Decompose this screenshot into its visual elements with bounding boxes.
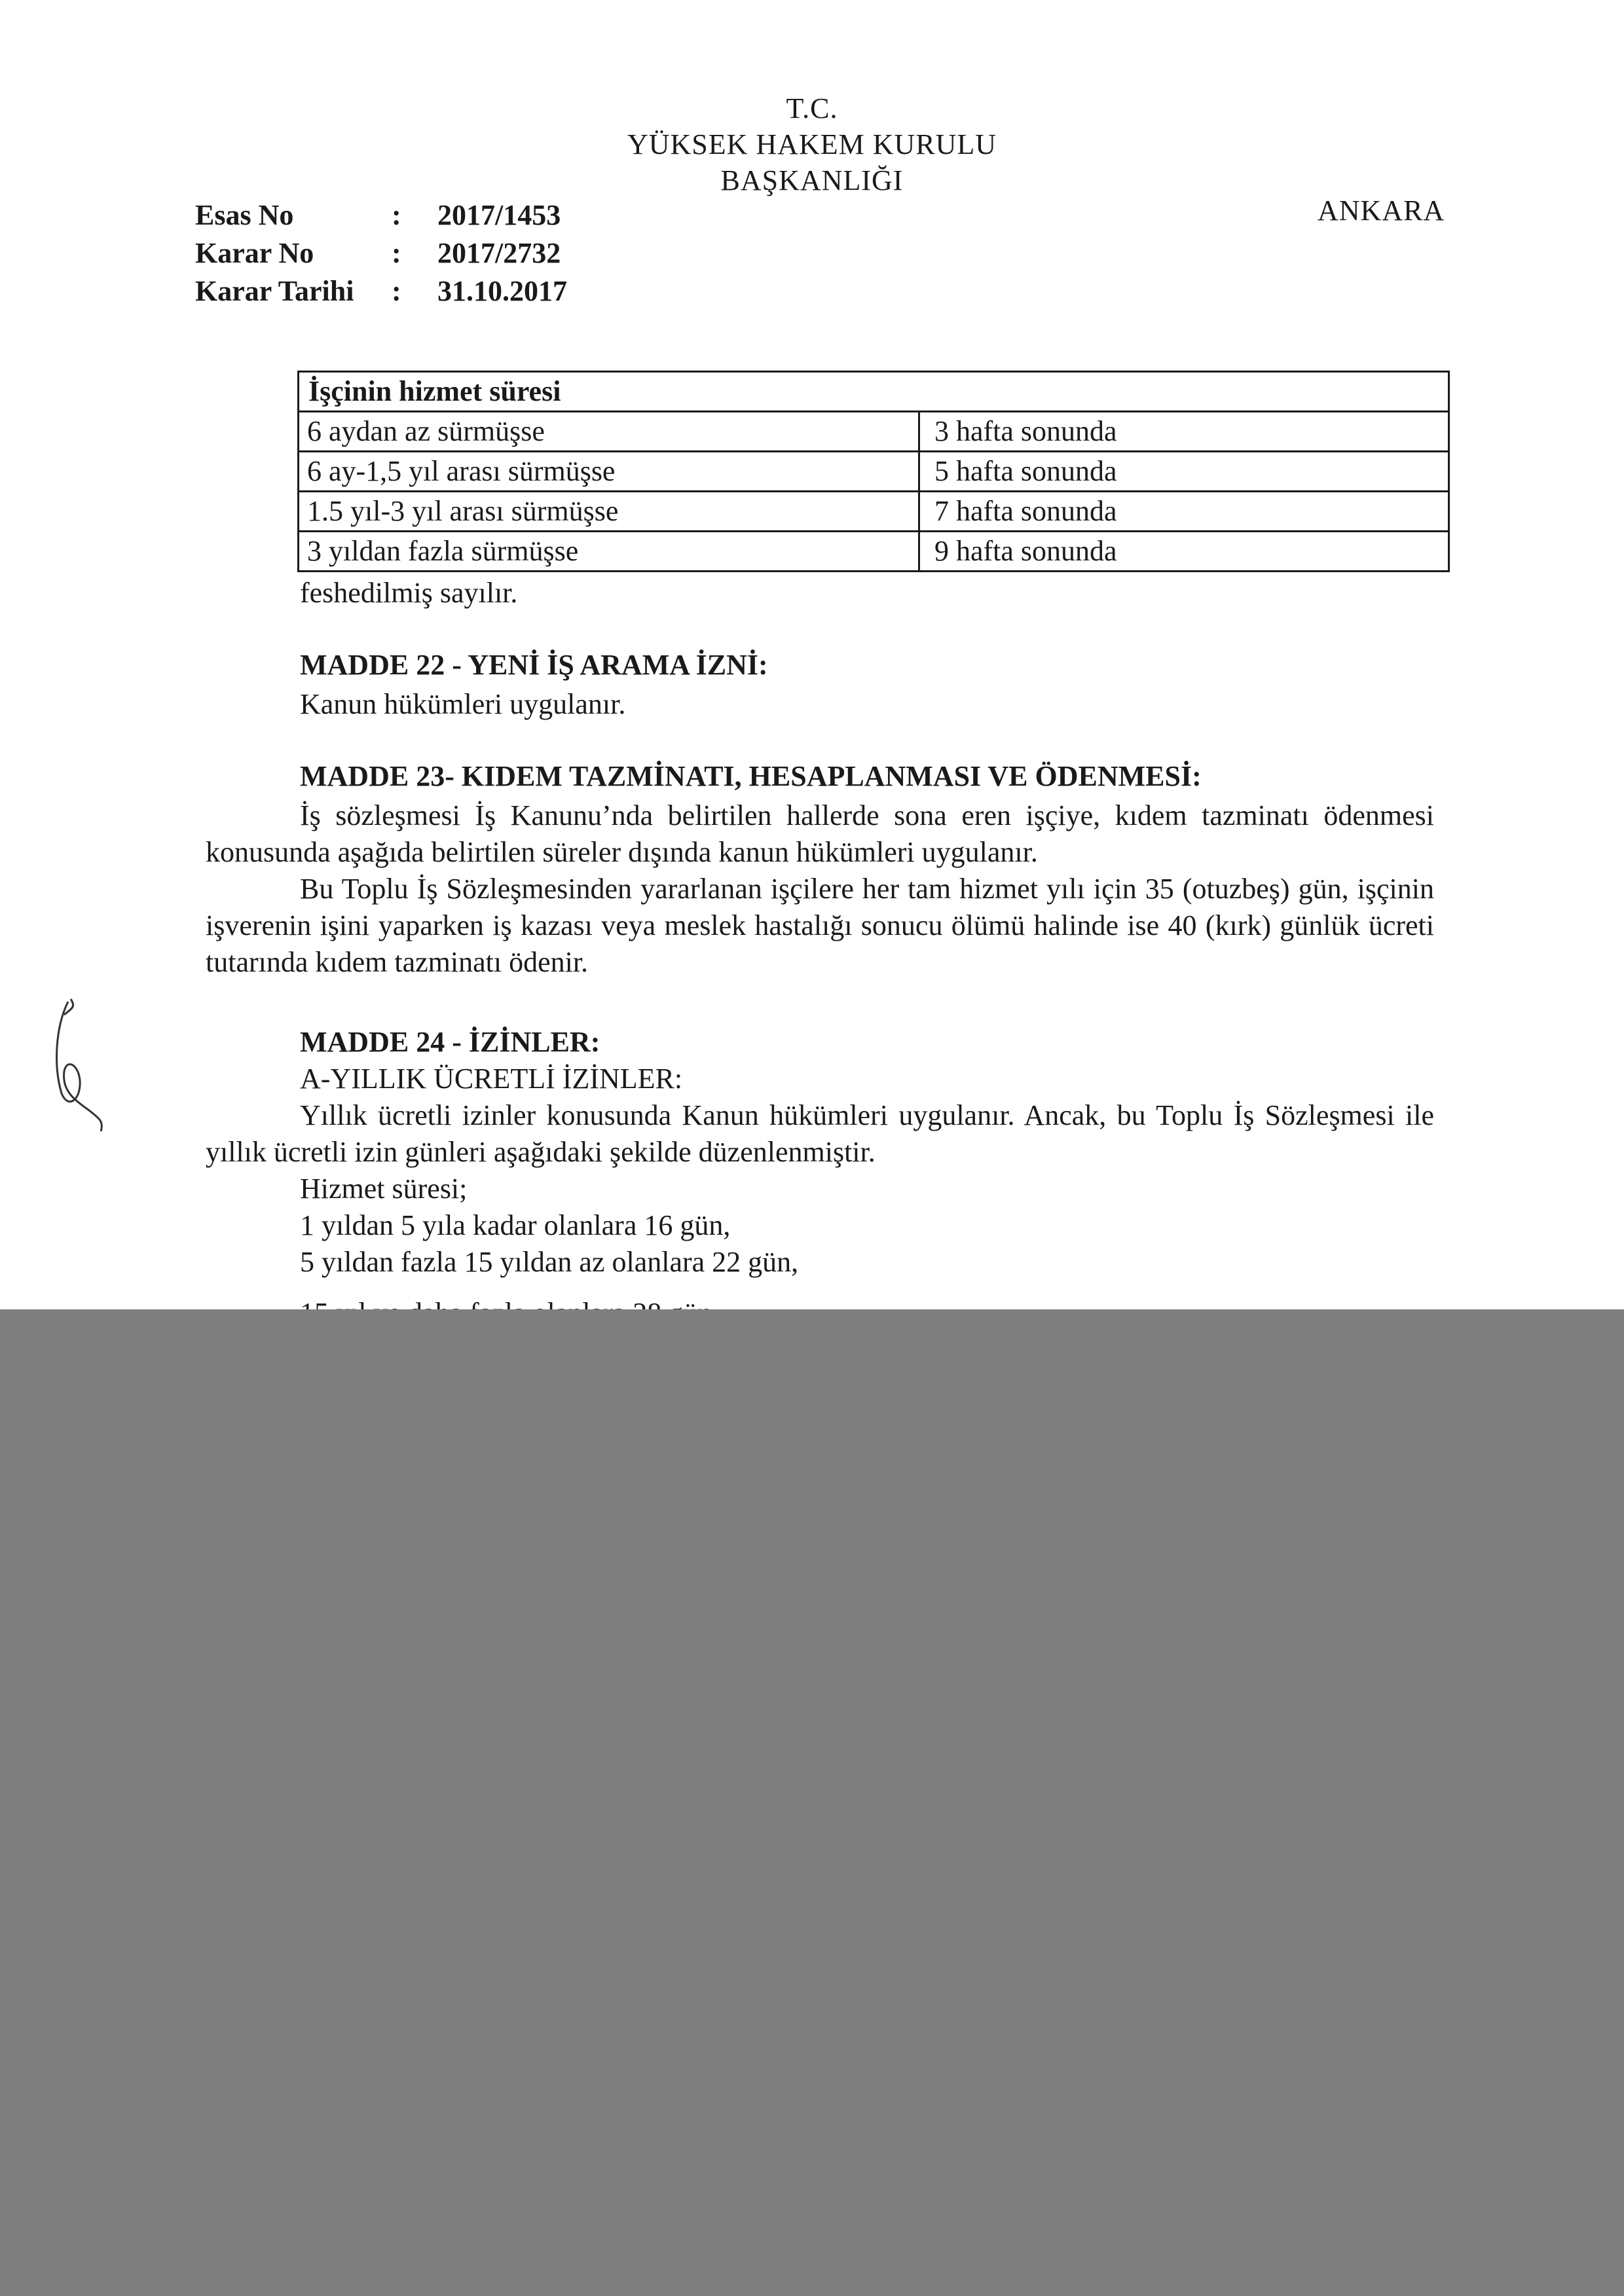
table-row: [299, 452, 1448, 492]
madde23-heading: MADDE 23- KIDEM TAZMİNATI, HESAPLANMASI VE ÖDENMESİ:: [300, 760, 1202, 792]
table-cell-duration: 1.5 yıl-3 yıl arası sürmüşse: [299, 492, 920, 530]
madde23-paragraph-1: [206, 797, 1434, 871]
meta-row-karar: [195, 234, 567, 272]
madde24-heading: MADDE 24 - İZİNLER:: [300, 1026, 600, 1058]
after-table-text: feshedilmiş sayılır.: [300, 577, 518, 609]
meta-row-esas: [195, 196, 567, 234]
madde23-paragraph-2: [206, 871, 1434, 981]
table-row: [299, 412, 1448, 452]
notice-period-table: [297, 371, 1450, 572]
madde22-text: Kanun hükümleri uygulanır.: [300, 688, 626, 720]
paragraph-text: İş sözleşmesi İş Kanunu’nda belirtilen hallerde sona eren işçiye, kıdem tazminatı ödenmesi konusunda aşağıda belirtilen süreler dışında kanun hükümleri uygulanır.: [206, 799, 1434, 868]
meta-label: Karar No: [195, 237, 314, 269]
table-header: İşçinin hizmet süresi: [299, 373, 1448, 412]
meta-colon: :: [392, 199, 401, 231]
paragraph-text: Bu Toplu İş Sözleşmesinden yararlanan işçilere her tam hizmet yılı için 35 (otuzbeş) gün, işçinin işverenin işini yaparken iş kazası veya meslek hastalığı sonucu ölümü halinde ise 40 (kırk) günlük ücreti tutarında kıdem tazminatı ödenir.: [206, 873, 1434, 978]
case-meta: [195, 196, 567, 310]
madde24-subheading: A-YILLIK ÜCRETLİ İZİNLER:: [300, 1063, 683, 1095]
table-cell-duration: 3 yıldan fazla sürmüşse: [299, 532, 920, 570]
header-tc: T.C.: [786, 92, 838, 124]
meta-colon: :: [392, 237, 401, 269]
madde22-heading: MADDE 22 - YENİ İŞ ARAMA İZNİ:: [300, 649, 768, 681]
table-cell-notice: 7 hafta sonunda: [934, 495, 1117, 527]
handwritten-signature-icon: [42, 989, 120, 1133]
meta-label: Esas No: [195, 199, 294, 231]
city-name: ANKARA: [1318, 194, 1445, 227]
meta-value: 2017/1453: [437, 199, 561, 231]
list-item: 1 yıldan 5 yıla kadar olanlara 16 gün,: [300, 1209, 731, 1241]
table-cell-notice: 9 hafta sonunda: [934, 535, 1117, 567]
meta-value: 2017/2732: [437, 237, 561, 269]
redaction-block: [0, 1309, 1624, 2296]
meta-label: Karar Tarihi: [195, 275, 354, 307]
table-row: [299, 492, 1448, 532]
meta-colon: :: [392, 275, 401, 307]
list-item: 5 yıldan fazla 15 yıldan az olanlara 22 gün,: [300, 1246, 799, 1278]
table-row: [299, 532, 1448, 570]
table-cell-notice: 3 hafta sonunda: [934, 415, 1117, 447]
header-presidency: BAŞKANLIĞI: [720, 164, 904, 196]
table-cell-duration: 6 ay-1,5 yıl arası sürmüşse: [299, 452, 920, 490]
table-cell-duration: 6 aydan az sürmüşse: [299, 412, 920, 450]
madde24-intro: Hizmet süresi;: [300, 1173, 468, 1205]
meta-row-tarih: [195, 272, 567, 310]
meta-value: 31.10.2017: [437, 275, 567, 307]
madde24-paragraph-1: [206, 1097, 1434, 1171]
header-institution: YÜKSEK HAKEM KURULU: [627, 128, 997, 160]
paragraph-text: Yıllık ücretli izinler konusunda Kanun hükümleri uygulanır. Ancak, bu Toplu İş Sözleşmesi ile yıllık ücretli izin günleri aşağıdaki şekilde düzenlenmiştir.: [206, 1099, 1434, 1168]
table-cell-notice: 5 hafta sonunda: [934, 455, 1117, 487]
